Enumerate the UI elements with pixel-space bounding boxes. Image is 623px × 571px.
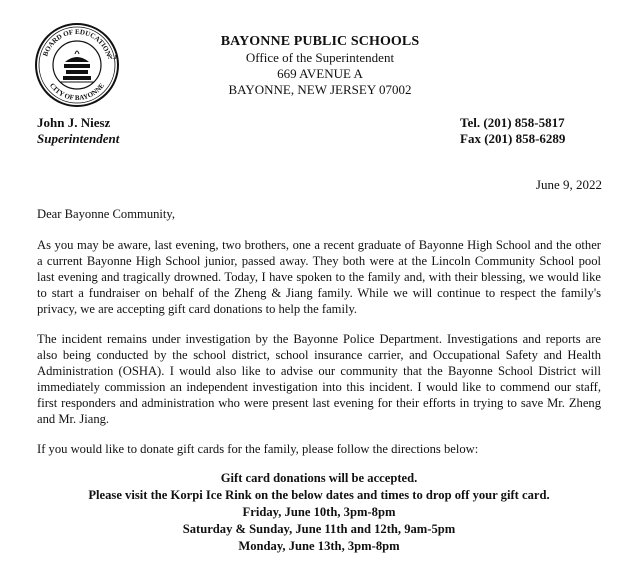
contact-block [460, 115, 565, 147]
sender-name: John J. Niesz [37, 115, 111, 130]
schedule-item: Monday, June 13th, 3pm-8pm [238, 539, 400, 553]
lamp-of-learning-icon [60, 51, 94, 82]
seal-bottom-text: CITY OF BAYONNE [47, 81, 107, 103]
paragraph-1: As you may be aware, last evening, two brothers, one a recent graduate of Bayonne High School and the other a current Bayonne High School junior, passed away. They both were at the Lincoln Community School pool last evening and tragically drowned. Today, I have spoken to the family and, with their blessing, we would like to start a fundraiser on behalf of the Zheng & Jiang family. While we will continue to respect the family's privacy, we are accepting gift card donations to help the family. [37, 238, 601, 316]
donation-heading: Gift card donations will be accepted. [220, 471, 418, 485]
board-of-education-seal [34, 22, 120, 108]
salutation: Dear Bayonne Community, [37, 207, 176, 221]
svg-text:CITY OF BAYONNE [48, 81, 106, 102]
donation-instructions [37, 470, 601, 555]
city-address: BAYONNE, NEW JERSEY 07002 [228, 82, 412, 97]
organization-name: BAYONNE PUBLIC SCHOOLS [220, 34, 420, 49]
seal-side-text: N.J. [108, 55, 119, 61]
street-address: 669 AVENUE A [277, 66, 363, 81]
seal-top-text: BOARD OF EDUCATION [41, 27, 113, 58]
paragraph-3: If you would like to donate gift cards for the family, please follow the directions below: [37, 442, 479, 456]
paragraph-2: The incident remains under investigation by the Bayonne Police Department. Investigations and reports are also being conducted by the school district, school insurance carrier, and Occupational Safety and Health Administration (OSHA). I would also like to advise our community that the Bayonne School District will immediately commission an independent investigation into this incident. I would like to commend our staff, first responders and administration who were present last evening for their efforts in trying to save Mr. Zheng and Mr. Jiang. [37, 332, 601, 426]
donation-location: Please visit the Korpi Ice Rink on the below dates and times to drop off your gift card. [88, 488, 550, 502]
telephone-number: Tel. (201) 858-5817 [460, 115, 565, 130]
sender-title: Superintendent [37, 131, 120, 146]
schedule-item: Friday, June 10th, 3pm-8pm [242, 505, 396, 519]
office-name: Office of the Superintendent [245, 50, 395, 65]
sender-block [37, 115, 119, 147]
letterhead [190, 34, 450, 98]
letter-date: June 9, 2022 [535, 177, 602, 192]
fax-number: Fax (201) 858-6289 [460, 131, 566, 146]
schedule-item: Saturday & Sunday, June 11th and 12th, 9am-5pm [182, 522, 456, 536]
